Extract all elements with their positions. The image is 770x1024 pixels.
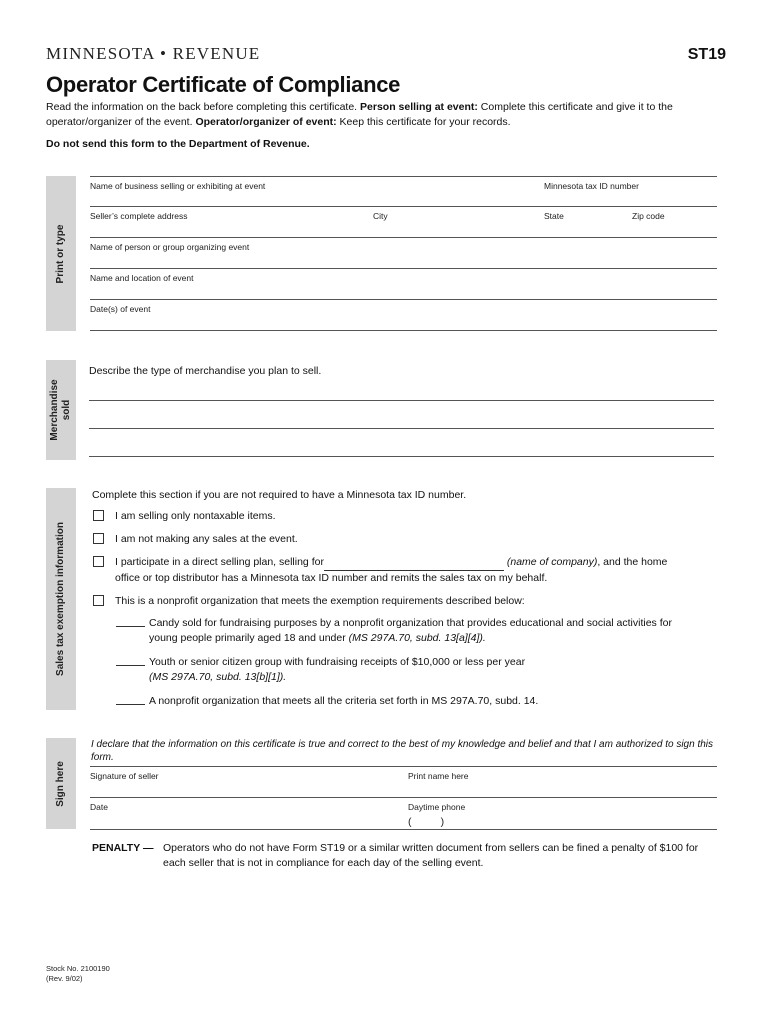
brand-logo: MINNESOTA • REVENUE — [46, 44, 261, 63]
candy-text-a: Candy sold for fundraising purposes by a nonprofit organization that provides educational and social activities for — [149, 617, 672, 629]
youth-group-text: Youth or senior citizen group with fundraising receipts of $10,000 or less per year — [149, 656, 526, 668]
penalty-label: PENALTY — — [92, 842, 154, 854]
declaration-text: I declare that the information on this certificate is true and correct to the best of my knowledge and belief and that I am authorized to sign this form. — [91, 739, 714, 763]
nonprofit-criteria-label: A nonprofit organization that meets all the criteria set forth in MS 297A.70, subd. 14. — [149, 695, 539, 707]
event-location-label: Name and location of event — [90, 273, 194, 283]
merchandise-line-2[interactable] — [89, 428, 714, 429]
section-label-print: Print or type — [55, 224, 66, 283]
tax-id-label: Minnesota tax ID number — [544, 181, 639, 191]
direct-selling-label — [115, 555, 715, 586]
nonprofit-criteria-blank[interactable] — [116, 694, 145, 705]
no-sales-checkbox[interactable] — [93, 533, 104, 544]
merchandise-prompt: Describe the type of merchandise you plan to sell. — [89, 365, 322, 377]
date-phone-field[interactable] — [90, 798, 717, 830]
nontaxable-label: I am selling only nontaxable items. — [115, 510, 276, 522]
signature-field[interactable] — [90, 766, 717, 798]
revision-text: (Rev. 9/02) — [46, 974, 83, 983]
penalty-text: Operators who do not have Form ST19 or a similar written document from sellers can be fined a penalty of $100 for each seller that is not in compliance for each day of the selling event. — [163, 842, 699, 869]
section-label-exemption: Sales tax exemption information — [55, 522, 66, 676]
section-tab-exemption — [46, 488, 76, 710]
event-dates-label: Date(s) of event — [90, 304, 151, 314]
intro-bold-operator: Operator/organizer of event: — [195, 116, 337, 128]
merch-label-line-2: sold — [61, 399, 72, 421]
section-tab-merchandise — [46, 360, 76, 460]
youth-group-label — [149, 655, 719, 685]
candy-statute: (MS 297A.70, subd. 13[a][4]). — [348, 632, 486, 644]
phone-area-code: ( ) — [408, 816, 445, 828]
section-tab-print — [46, 176, 76, 331]
signature-label: Signature of seller — [90, 771, 159, 781]
direct-selling-checkbox[interactable] — [93, 556, 104, 567]
zip-label: Zip code — [632, 211, 665, 221]
date-label: Date — [90, 802, 108, 812]
city-label: City — [373, 211, 388, 221]
direct-selling-text-c: , and the home — [597, 556, 668, 568]
youth-group-blank[interactable] — [116, 655, 145, 666]
stock-number-text: Stock No. 2100190 — [46, 964, 110, 973]
do-not-send-warning: Do not send this form to the Department of Revenue. — [46, 138, 310, 150]
merch-label-line-1: Merchandise — [49, 379, 60, 441]
business-name-field[interactable] — [90, 176, 717, 207]
page-title: Operator Certificate of Compliance — [46, 72, 401, 97]
business-name-label: Name of business selling or exhibiting at event — [90, 181, 266, 191]
intro-part-2: Complete this certificate and give it to the operator/organizer of the event. — [46, 101, 673, 128]
section-label-merchandise — [49, 379, 73, 440]
form-number: ST19 — [687, 46, 726, 63]
nonprofit-checkbox[interactable] — [93, 595, 104, 606]
merchandise-line-3[interactable] — [89, 456, 714, 457]
no-sales-label: I am not making any sales at the event. — [115, 533, 298, 545]
stock-number — [46, 964, 110, 984]
address-field[interactable] — [90, 207, 717, 238]
address-label: Seller’s complete address — [90, 211, 188, 221]
organizer-field[interactable] — [90, 238, 717, 269]
event-location-field[interactable] — [90, 269, 717, 300]
youth-group-statute: (MS 297A.70, subd. 13[b][1]). — [149, 671, 287, 683]
nontaxable-checkbox[interactable] — [93, 510, 104, 521]
company-name-hint: (name of company) — [506, 556, 598, 568]
candy-label — [149, 616, 719, 646]
intro-text — [46, 100, 726, 130]
exemption-intro: Complete this section if you are not required to have a Minnesota tax ID number. — [92, 489, 467, 501]
direct-selling-text-a: I participate in a direct selling plan, selling for — [115, 556, 324, 568]
print-name-label: Print name here — [408, 771, 469, 781]
merchandise-line-1[interactable] — [89, 400, 714, 401]
nonprofit-label: This is a nonprofit organization that meets the exemption requirements described below: — [115, 595, 525, 607]
organizer-label: Name of person or group organizing event — [90, 242, 250, 252]
phone-label: Daytime phone — [408, 802, 466, 812]
section-tab-sign — [46, 738, 76, 829]
direct-selling-text-d: office or top distributor has a Minnesota tax ID number and remits the sales tax on my behalf. — [115, 572, 548, 584]
candy-text-b: young people primarily aged 18 and under — [149, 632, 349, 644]
intro-bold-seller: Person selling at event: — [360, 101, 478, 113]
event-dates-field[interactable] — [90, 300, 717, 331]
candy-blank[interactable] — [116, 616, 145, 627]
state-label: State — [544, 211, 564, 221]
intro-part-1: Read the information on the back before completing this certificate. — [46, 101, 361, 113]
section-label-sign: Sign here — [55, 760, 66, 807]
intro-part-3: Keep this certificate for your records. — [336, 116, 511, 128]
company-name-blank[interactable] — [324, 555, 504, 571]
